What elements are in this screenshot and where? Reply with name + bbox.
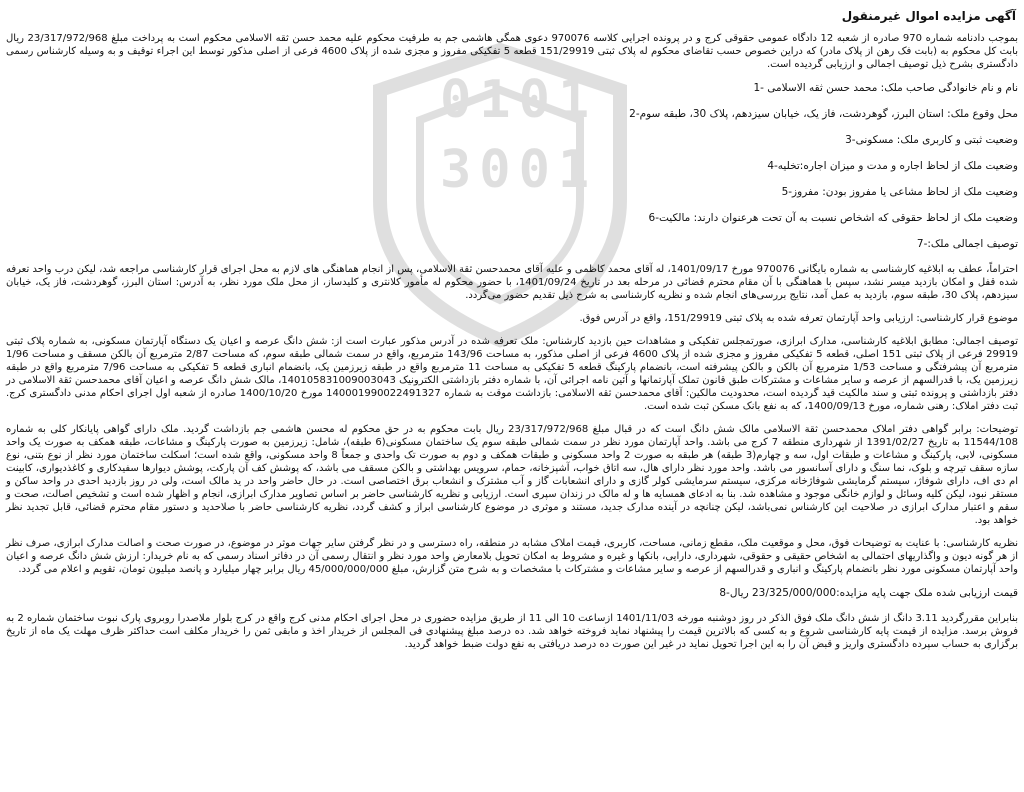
opinion-paragraph: نظریه کارشناسی: با عنایت به توضیحات فوق، محل و موقعیت ملک، مقطع زمانی، مساحت، کاربری، قیمت املاک مشابه در منطقه، راه دسترسی و در نظر گرفتن سایر جهات موثر در موضوع، در صورت صحت و اصالت مدارک ابرازی، صرف نظر از هر گونه دیون و واگذاریهای احتمالی به اشخاص حقیقی و حقوقی، شهرداری، دارایی، بانکها و غیره و مشروط به امکان تحویل بلامعارض واحد مورد نظر و انتقال رسمی آن در دفاتر اسناد رسمی که به نام خریدار: ارزش شش دانگ عرصه و اعیان واحد آپارتمان مسکونی مورد نظر بانضمام پارکینگ و انباری و قدرالسهم از عرصه و سایر مشاعات و مشترکات با مشخصات و به شرح متن گزارش، مبلغ 45/000/000/000 ریال برابر چهار میلیارد و پانصد میلیون تومان، تقویم و اعلام می گردد.: [6, 538, 1018, 575]
respect-paragraph: احتراماً، عطف به ابلاغیه کارشناسی به شماره بایگانی 970076 مورخ 1401/09/17، له آقای محمد کاظمی و علیه آقای محمدحسن ثقة الاسلامی، پس از انجام هماهنگی های لازم به محل اجرای قرار کارشناسی مراجعه شد، لیکن درب واحد تعرفه شده قفل و امکان بازدید میسر نشد، سپس با هماهنگی با آن مقام محترم قضائی در مرحله بعد در تاریخ 1401/09/24، با حضور محکوم له مأمور کلانتری و کلیدساز، از محل ملک مورد نظر، به آدرس: استان البرز، گوهردشت، فاز یک، خیابان سیزدهم، پلاک 30، طبقه سوم، بازدید به عمل آمد، نتایج بررسی‌های انجام شده و نظریه کارشناسی به شرح ذیل تقدیم حضور می‌گردد.: [6, 264, 1018, 301]
summary-paragraph: توصیف اجمالی: مطابق ابلاغیه کارشناسی، مدارک ابرازی، صورتمجلس تفکیکی و مشاهدات حین بازدید کارشناس: ملک تعرفه شده در آدرس مذکور عبارت است از: شش دانگ عرصه و اعیان یک دستگاه آپارتمان مسکونی، به شماره پلاک ثبتی 29919 فرعی از پلاک ثبتی 151 اصلی، قطعه 5 تفکیکی مفروز و مجزی شده از پلاک 4600 فرعی از اصلی مذکور، به مساحت 143/96 مترمربع، واقع در سمت شمالی طبقه سوم، که مساحت 2/87 مترمربع آن بالکن مسقف و مساحت 1/96 مترمربع آن پیشرفتگی و مساحت 1/53 مترمربع آن بالکن و بالکن پیشرفته است، بانضمام پارکینگ قطعه 5 تفکیکی به مساحت 11 مترمربع واقع در طبقه زیرزمین یک، بانضمام انباری قطعه 5 تفکیکی به مساحت 7/96 مترمربع واقع در طبقه زیرزمین یک، با قدرالسهم از عرصه و سایر مشاعات و مشترکات طبق قانون تملک آپارتمانها و آئین نامه اجرائی آن، با شماره دفتر بازداشتی الکترونیک 140105831009003043، مالک شش دانگ عرصه و اعیان آقای محمدحسن ثقة الاسلامی در دفتر بازداشتی و پرونده ثبتی و سند مالکیت قید گردیده است، محدودیت مالکین: آقای محمدحسن ثقه الاسلامی: بازداشت موقت به شماره 140001990022491327 مورخ 1400/10/20 صادره از شعبه اول اجرای احکام مدنی دادگستری کرج. ثبت دفتر املاک: رهنی شماره، مورخ 1400/09/13، که به نفع بانک مسکن ثبت شده است.: [6, 336, 1019, 412]
notes-paragraph: توضیحات: برابر گواهی دفتر املاک محمدحسن ثقة الاسلامی مالک شش دانگ است که در قبال مبلغ 23/317/972/968 ریال بابت محکوم به در حق محکوم له محسن هاشمی جم بازداشت گردید. ملک دارای گواهی پایانکار کلی به شماره 11544/108 به تاریخ 1391/02/27 از شهرداری منطقه 7 کرج می باشد. واحد آپارتمان مورد نظر در سمت شمالی طبقه سوم یک ساختمان مسکونی(6 طبقه)، شامل: زیرزمین به صورت پارکینگ و مشاعات، طبقه همکف به صورت یک واحد مسکونی، لابی، پارکینگ و مشاعات و طبقات اول، سه و چهارم(3 طبقه) هر طبقه به صورت 2 واحد مسکونی و طبقات همکف و دوم به صورت تک واحدی و جمعاً 8 واحد مسکونی، واقع شده است؛ اسکلت ساختمان مورد نظر از نوع بتنی، نوع سازه سقف تیرچه و بلوک، نما سنگ و دارای آسانسور می باشد. واحد مورد نظر دارای هال، سه اتاق خواب، آشپزخانه، حمام، سرویس بهداشتی و بالکن مسقف می باشد، که پوشش کف آن پارکت، پوشش دیوارها سفیدکاری و کاغذدیواری، کابینت ام دی اف، دارای شوفاژ، سیستم گرمایشی شوفاژخانه مرکزی، سیستم سرمایشی کولر گازی و دارای انشعابات گاز و آب مشترک و انشعاب برق اختصاصی است. در حال حاضر واحد در ید مالک است، ولی در روز بازدید احدی در واحد ساکن و مستقر نبود، لیکن کلیه وسائل و لوازم خانگی موجود و مشاهده شد. بنا به ادعای همسایه ها و له مالک در زندان سپری است. ارزیابی و نظریه کارشناسی حاضر بر اساس تصاویر مدارک ابرازی، انجام و اظهار شده است و تشخیص اصالت، صحت و سقم و اعتبار مدارک ابرازی در صلاحیت این کارشناس نمی‌باشد، لیکن چنانچه در آینده مدارک جدید، مستند و موثری در موضوع کارشناسی ابراز و کشف گردد، نظریه کارشناسی حاضر با صلاحدید و دستور مقام محترم قضائی، قابل تجدید نظر خواهد بود.: [6, 424, 1019, 526]
base-price-line: قیمت ارزیابی شده ملک جهت پایه مزایده:23/325/000/000 ریال-8: [719, 587, 1018, 599]
subject-paragraph: موضوع قرار کارشناسی: ارزیابی واحد آپارتمان تعرفه شده به پلاک ثبتی 151/29919، واقع در آدرس فوق.: [579, 313, 1018, 324]
list-item-registration-status: وضعیت ثبتی و کاربری ملک: مسکونی-3: [845, 134, 1018, 146]
list-item-summary-heading: توصیف اجمالی ملک:-7: [916, 238, 1018, 250]
final-paragraph: بنابراین مقررگردید 3.11 دانگ از شش دانگ ملک فوق الذکر در روز دوشنبه مورخه 1401/11/03 ازساعت 10 الی 11 از طریق مزایده حضوری در محل اجرای احکام مدنی کرج واقع در کرج بلوار ملاصدرا روبروی پارک نبوت ساختمان شماره 2 به فروش برسد. مزایده از قیمت پایه کارشناسی شروع و به کسی که بالاترین قیمت را پیشنهاد نماید فروخته خواهد شد. ده درصد مبلغ پیشنهادی فی المجلس از خریدار اخذ و مابقی ثمن را خریدار مکلف است حداکثر ظرف مهلت یک ماه از تاریخ برگزاری به حساب سپرده دادگستری واریز و قبض آن را به این اجرا تحویل نماید در غیر این صورت ده درصد دریافتی به نفع دولت ضبط خواهد گردید.: [6, 613, 1018, 650]
list-item-ownership-type: وضعیت ملک از لحاظ مشاعی یا مفروز بودن: مفروز-5: [781, 186, 1018, 198]
notice-title: آگهی مزایده اموال غیرمنقول: [841, 9, 1016, 23]
list-item-owner: نام و نام خانوادگی صاحب ملک: محمد حسن ثقه الاسلامی -1: [753, 82, 1018, 94]
list-item-location: محل وقوع ملک: استان البرز، گوهردشت، فاز یک، خیابان سیزدهم، پلاک 30، طبقه سوم-2: [629, 108, 1018, 120]
list-item-legal-rights: وضعیت ملک از لحاظ حقوقی که اشخاص نسبت به آن تحت هرعنوان دارند: مالکیت-6: [648, 212, 1018, 224]
list-item-lease-status: وضعیت ملک از لحاظ اجاره و مدت و میزان اجاره:تخلیه-4: [767, 160, 1018, 172]
watermark-text-2: 3001: [440, 140, 598, 200]
watermark-text-1: 0101: [440, 70, 598, 130]
intro-paragraph: بموجب دادنامه شماره 970 صادره از شعبه 12 دادگاه عمومی حقوقی کرج و در پرونده اجرایی کلاسه 970076 دعوی همگی هاشمی جم به طرفیت محکوم علیه محمد حسن ثقه الاسلامی محکوم است به پرداخت مبلغ 23/317/972/968 ریال بابت کل محکوم به (بابت فک رهن از پلاک مادر) که دراین خصوص حسب تقاضای محکوم له پلاک ثبتی 151/29919 قطعه 5 تفکیکی مفروز و مجزی شده از پلاک 4600 فرعی از اصلی مذکور توسط این اجراء توقیف و به وسیله کارشناس رسمی دادگستری بشرح ذیل توصیف اجمالی و ارزیابی گردیده است.: [6, 33, 1019, 70]
